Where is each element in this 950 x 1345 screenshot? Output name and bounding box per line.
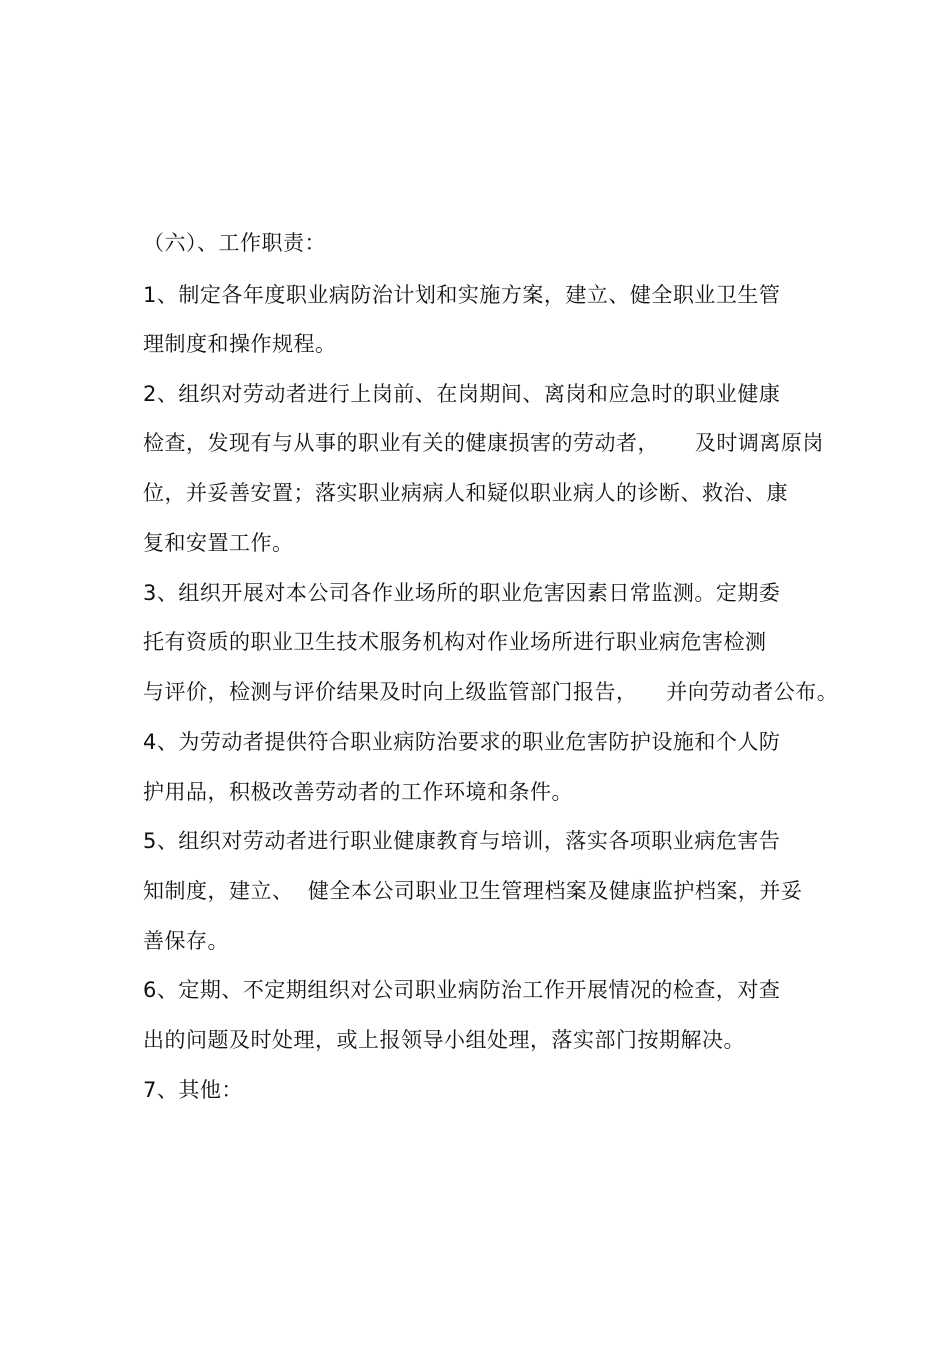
text-line: 6、定期、不定期组织对公司职业病防治工作开展情况的检查，对查 [143,978,781,1002]
text-line: 善保存。 [143,929,229,953]
text-line: 7、其他： [143,1078,243,1102]
text-line: 理制度和操作规程。 [143,332,337,356]
section-heading: （六）、工作职责： [143,231,326,255]
text-line: 托有资质的职业卫生技术服务机构对作业场所进行职业病危害检测 [143,630,767,654]
text-line: 1、制定各年度职业病防治计划和实施方案，建立、健全职业卫生管 [143,283,781,307]
text-line: 2、组织对劳动者进行上岗前、在岗期间、离岗和应急时的职业健康 [143,382,781,406]
text-line: 护用品，积极改善劳动者的工作环境和条件。 [143,780,573,804]
text-line: 4、为劳动者提供符合职业病防治要求的职业危害防护设施和个人防 [143,730,781,754]
text-line: 出的问题及时处理，或上报领导小组处理，落实部门按期解决。 [143,1028,745,1052]
text-line: 检查，发现有与从事的职业有关的健康损害的劳动者， 及时调离原岗 [143,431,824,455]
text-line: 位，并妥善安置；落实职业病病人和疑似职业病人的诊断、救治、康 [143,481,788,505]
text-line: 5、组织对劳动者进行职业健康教育与培训，落实各项职业病危害告 [143,829,781,853]
text-line: 复和安置工作。 [143,531,294,555]
text-line: 知制度，建立、 健全本公司职业卫生管理档案及健康监护档案，并妥 [143,879,803,903]
text-line: 与评价，检测与评价结果及时向上级监管部门报告， 并向劳动者公布。 [143,680,839,704]
text-line: 3、组织开展对本公司各作业场所的职业危害因素日常监测。定期委 [143,581,781,605]
